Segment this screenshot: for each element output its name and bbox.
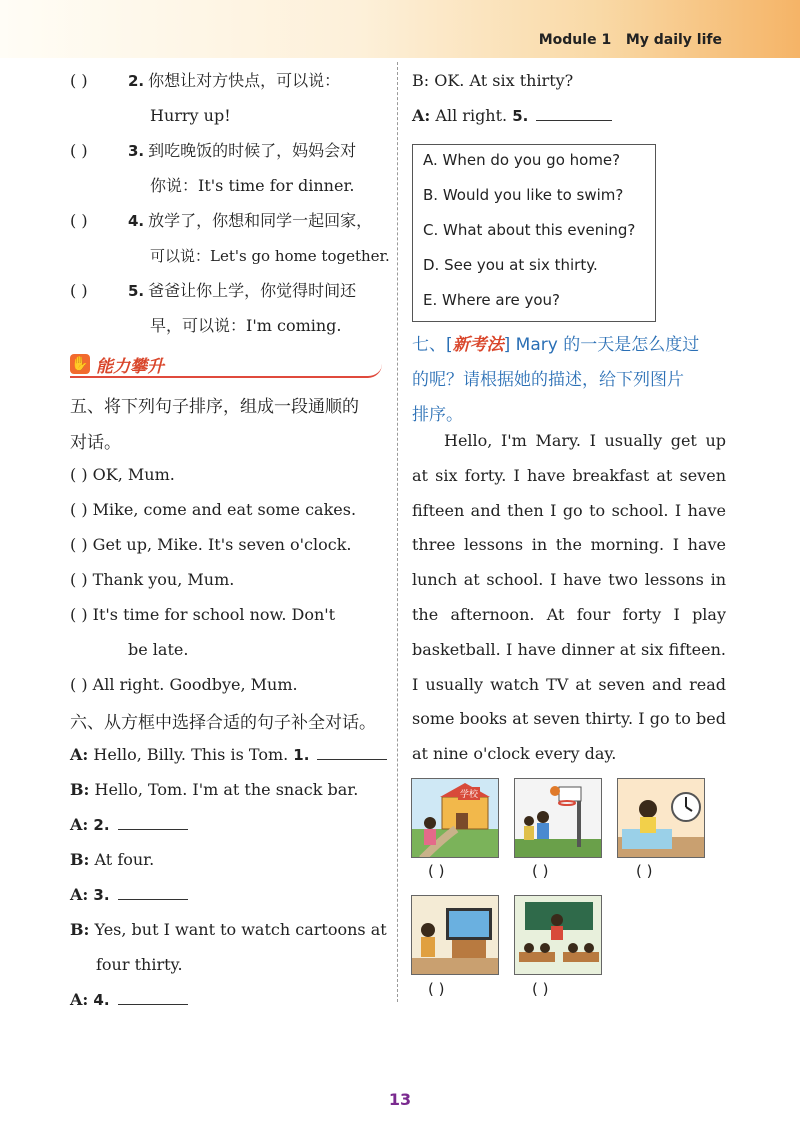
dialog-line-5 — [70, 884, 188, 906]
section-5-title: 五、将下列句子排序，组成一段通顺的 — [70, 397, 359, 417]
answer-paren[interactable]: ( ) — [70, 211, 88, 230]
item-5-answer: 早，可以说：I'm coming. — [150, 316, 342, 335]
dialog-line-9 — [412, 105, 612, 127]
section-7-title-3: 排序。 — [412, 405, 463, 425]
answer-blank[interactable] — [118, 816, 188, 830]
sec5-item-4: ( ) Thank you, Mum. — [70, 570, 235, 589]
mary-passage — [412, 424, 726, 772]
item-prompt: 爸爸让你上学，你觉得时间还 — [148, 281, 357, 300]
sec5-item-1: ( ) OK, Mum. — [70, 465, 175, 484]
star-hand-icon: ✋ — [71, 356, 89, 372]
option-c: C. What about this evening? — [423, 221, 636, 239]
option-d: D. See you at six thirty. — [423, 256, 598, 274]
section-7-title — [412, 330, 699, 355]
blank-number: 3. — [93, 886, 110, 904]
answer-blank[interactable] — [118, 991, 188, 1005]
answer-paren[interactable]: ( ) — [70, 71, 88, 90]
speaker: A: — [70, 990, 89, 1009]
dialog-line-4 — [70, 849, 154, 871]
badge-label: 能力攀升 — [96, 357, 164, 377]
item-4-answer: 可以说：Let's go home together. — [150, 247, 390, 265]
dialog-line-1 — [70, 744, 387, 766]
get-up-illustration — [618, 779, 705, 858]
item-3-answer: 你说：It's time for dinner. — [150, 176, 355, 195]
options-box — [412, 144, 656, 322]
dialog-text: At four. — [94, 850, 155, 869]
answer-paren-3[interactable]: ( ) — [636, 862, 653, 880]
item-number: 3. — [128, 142, 145, 160]
answer-paren[interactable]: ( ) — [70, 141, 88, 160]
blank-number: 1. — [293, 746, 310, 764]
ability-badge — [70, 352, 382, 378]
module-title: My daily life — [625, 32, 722, 48]
section-5-title-cont: 对话。 — [70, 433, 121, 453]
speaker: B: — [70, 850, 90, 869]
option-b: B. Would you like to swim? — [423, 186, 624, 204]
item-prompt: 到吃晚饭的时候了，妈妈会对 — [148, 141, 357, 160]
item-prompt: 放学了，你想和同学一起回家， — [148, 211, 373, 230]
section-7-rest: ] Mary 的一天是怎么度过 — [503, 335, 700, 355]
option-a: A. When do you go home? — [423, 151, 621, 169]
blank-number: 5. — [512, 107, 529, 125]
page-number: 13 — [388, 1090, 412, 1109]
option-e: E. Where are you? — [423, 291, 560, 309]
module-header — [539, 32, 722, 48]
picture-classroom — [514, 895, 602, 975]
item-prompt: 你想让对方快点，可以说： — [148, 71, 341, 90]
item-number: 2. — [128, 72, 145, 90]
answer-paren-5[interactable]: ( ) — [532, 980, 549, 998]
dialog-line-6 — [70, 919, 387, 941]
picture-watch-tv — [411, 895, 499, 975]
sec5-item-5-cont: be late. — [128, 640, 189, 659]
picture-get-up — [617, 778, 705, 858]
answer-blank[interactable] — [118, 886, 188, 900]
section-6-title: 六、从方框中选择合适的句子补全对话。 — [70, 713, 376, 733]
item-number: 5. — [128, 282, 145, 300]
dialog-text: Yes, but I want to watch cartoons at — [94, 920, 387, 939]
answer-paren-1[interactable]: ( ) — [428, 862, 445, 880]
dialog-line-8: B: OK. At six thirty? — [412, 71, 574, 90]
column-divider — [397, 62, 398, 1002]
blank-number: 2. — [93, 816, 110, 834]
blank-number: 4. — [93, 991, 110, 1009]
new-method-tag: 新考法 — [452, 335, 504, 355]
watch-tv-illustration — [412, 896, 499, 975]
sec5-item-6: ( ) All right. Goodbye, Mum. — [70, 675, 298, 694]
speaker: B: — [70, 920, 90, 939]
school-sign: 学校 — [458, 787, 480, 800]
answer-blank[interactable] — [536, 107, 612, 121]
speaker: A: — [412, 106, 431, 125]
dialog-line-7 — [70, 989, 188, 1011]
dialog-text: Hello, Billy. This is Tom. — [93, 745, 289, 764]
picture-basketball — [514, 778, 602, 858]
sec5-item-5: ( ) It's time for school now. Don't — [70, 605, 336, 624]
dialog-text: Hello, Tom. I'm at the snack bar. — [94, 780, 359, 799]
answer-paren[interactable]: ( ) — [70, 281, 88, 300]
module-number: Module 1 — [538, 32, 612, 48]
speaker: A: — [70, 745, 89, 764]
item-2-answer: Hurry up! — [150, 106, 231, 125]
item-number: 4. — [128, 212, 145, 230]
school-illustration — [412, 779, 499, 858]
speaker: B: — [70, 780, 90, 799]
header-band — [0, 0, 800, 58]
section-7-title-2: 的呢？请根据她的描述，给下列图片 — [412, 370, 684, 390]
answer-paren-4[interactable]: ( ) — [428, 980, 445, 998]
basketball-illustration — [515, 779, 602, 858]
item-2 — [70, 70, 340, 92]
passage-text: Hello, I'm Mary. I usually get up at six forty. I have breakfast at seven fifteen and then I go to school. I have three lessons in the morning. I have lunch at school. I have two lessons in the afternoon. At four forty I play basketball. I have dinner at six fifteen. I usually watch TV at seven and read some books at seven thirty. I go to bed at nine o'clock every day. — [412, 431, 726, 764]
classroom-illustration — [515, 896, 602, 975]
dialog-text: All right. — [435, 106, 508, 125]
picture-school — [411, 778, 499, 858]
answer-blank[interactable] — [317, 746, 387, 760]
item-3 — [70, 140, 356, 162]
sec5-item-3: ( ) Get up, Mike. It's seven o'clock. — [70, 535, 352, 554]
dialog-line-6-cont: four thirty. — [96, 955, 183, 974]
dialog-line-2 — [70, 779, 358, 801]
speaker: A: — [70, 885, 89, 904]
answer-paren-2[interactable]: ( ) — [532, 862, 549, 880]
speaker: A: — [70, 815, 89, 834]
sec5-item-2: ( ) Mike, come and eat some cakes. — [70, 500, 357, 519]
dialog-line-3 — [70, 814, 188, 836]
item-4 — [70, 210, 372, 232]
item-5 — [70, 280, 356, 302]
section-7-prefix: 七、[ — [412, 335, 453, 355]
